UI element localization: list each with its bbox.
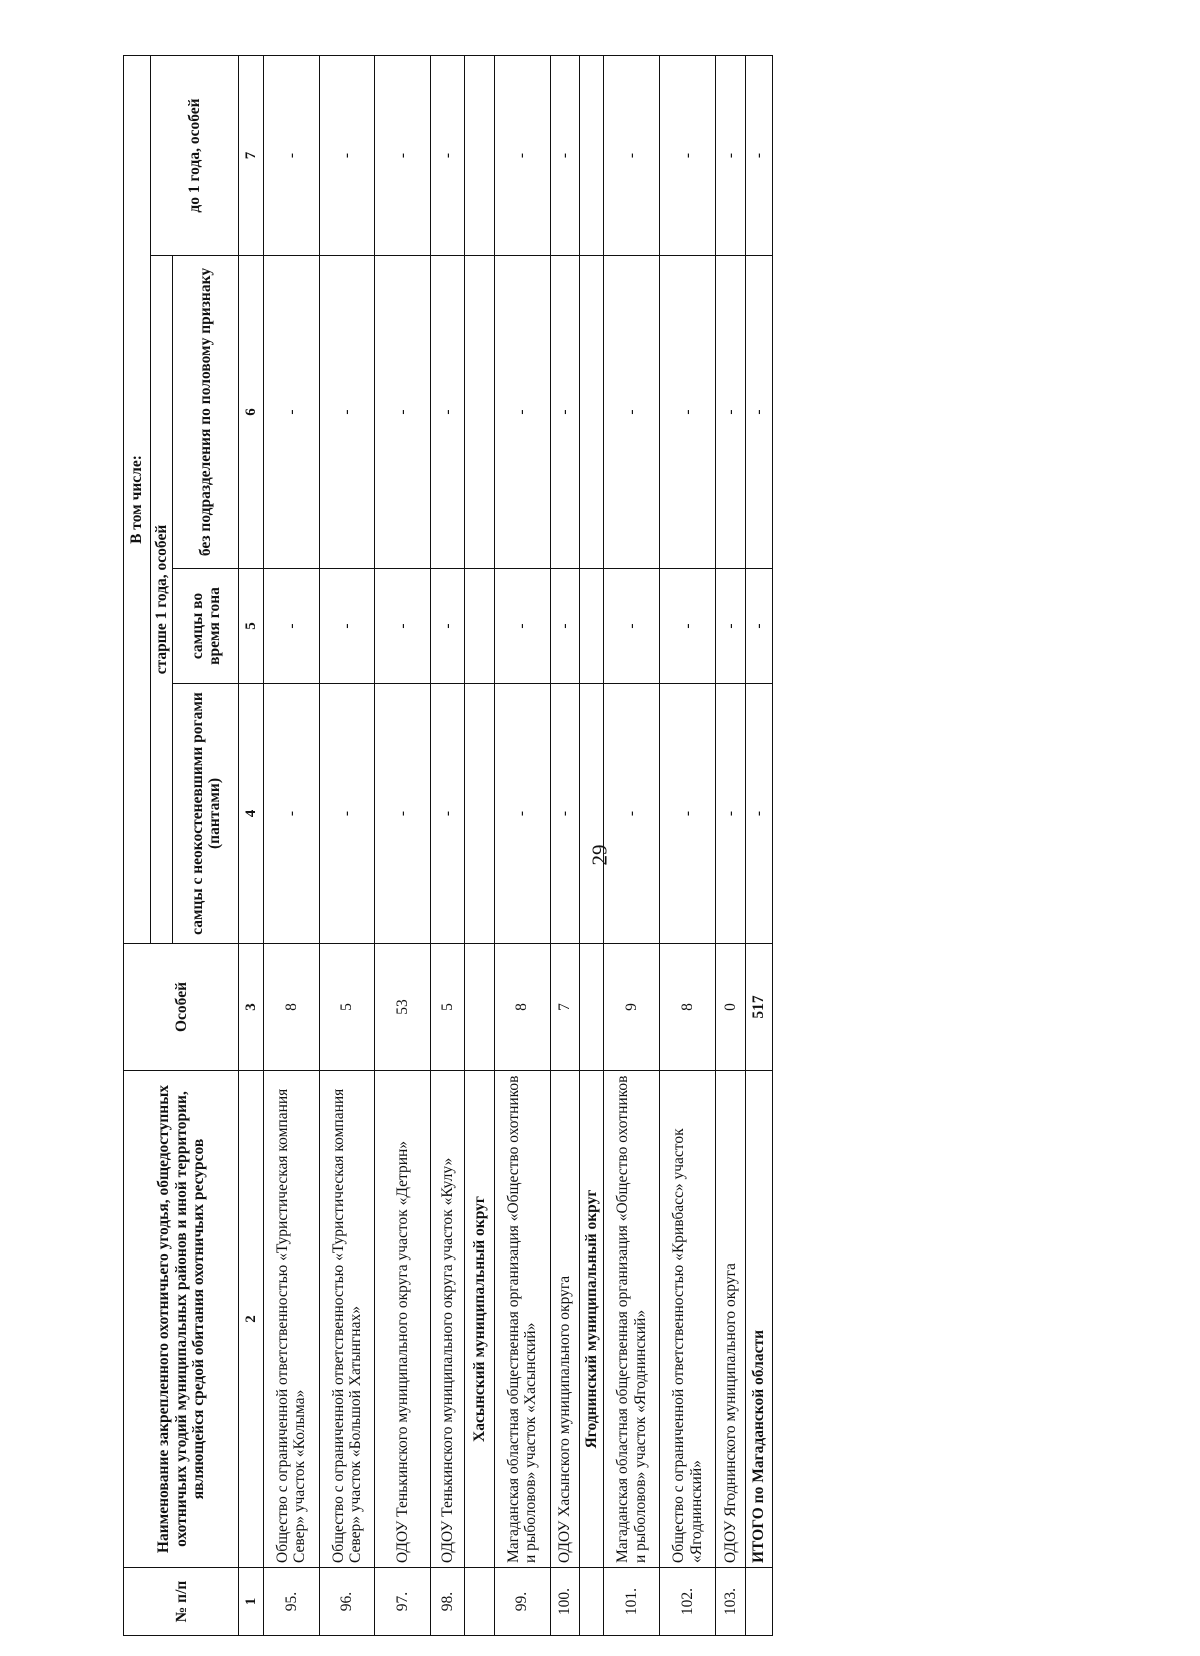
section-title: Хасынский муниципальный округ [464,1071,494,1568]
row-total: 7 [550,944,579,1071]
table-row [431,56,464,1636]
row-total: 5 [431,944,464,1071]
header-nosex: без подразделения по половому признаку [173,256,239,569]
row-number: 102. [660,1568,716,1636]
header-no: № п/п [124,1568,239,1636]
row-name: ОДОУ Тенькинского муниципального округа участок «Детрин» [375,1071,431,1568]
row-nosex: - [494,256,550,569]
row-name: Магаданская областная общественная организация «Общество охотников и рыболовов» участок «Хасынский» [494,1071,550,1568]
column-number: 1 [239,1568,264,1636]
row-velvet: - [494,684,550,944]
row-young: - [660,56,716,256]
row-young: - [494,56,550,256]
row-number: 98. [431,1568,464,1636]
table-row [604,56,660,1636]
table-row [494,56,550,1636]
row-total: 0 [715,944,745,1071]
row-name: Общество с ограниченной ответственностью «Туристическая компания Север» участок «Колыма» [263,1071,319,1568]
row-total: 53 [375,944,431,1071]
row-nosex: - [263,256,319,569]
row-number: 96. [319,1568,375,1636]
row-nosex: - [660,256,716,569]
row-nosex: - [431,256,464,569]
row-young: - [263,56,319,256]
total-label: ИТОГО по Магаданской области [746,1071,773,1568]
row-rut: - [431,569,464,684]
row-velvet: - [319,684,375,944]
total-rut: - [746,569,773,684]
row-nosex: - [604,256,660,569]
table-row [375,56,431,1636]
total-velvet: - [746,684,773,944]
header-rut: самцы во время гона [173,569,239,684]
row-name: ОДОУ Хасынского муниципального округа [550,1071,579,1568]
row-rut: - [660,569,716,684]
row-nosex: - [715,256,745,569]
row-number: 99. [494,1568,550,1636]
column-number: 5 [239,569,264,684]
row-young: - [375,56,431,256]
row-rut: - [375,569,431,684]
row-young: - [431,56,464,256]
row-total: 9 [604,944,660,1071]
row-number: 95. [263,1568,319,1636]
row-rut: - [494,569,550,684]
column-number: 4 [239,684,264,944]
row-total: 5 [319,944,375,1071]
header-including: В том числе: [124,56,151,944]
table-row [550,56,579,1636]
row-name: Общество с ограниченной ответственностью «Кривбасс» участок «Ягоднинский» [660,1071,716,1568]
row-number: 101. [604,1568,660,1636]
total-young: - [746,56,773,256]
row-velvet: - [431,684,464,944]
row-rut: - [319,569,375,684]
row-total: 8 [494,944,550,1071]
column-number: 2 [239,1071,264,1568]
column-number-row [239,56,264,1636]
row-name: ОДОУ Тенькинского муниципального округа участок «Кулу» [431,1071,464,1568]
row-young: - [604,56,660,256]
column-number: 7 [239,56,264,256]
header-name: Наименование закрепленного охотничьего угодья, общедоступных охотничьих угодий муниципальных районов и иной территории, являющейся средой обитания охотничьих ресурсов [124,1071,239,1568]
section-row [464,56,494,1636]
row-rut: - [715,569,745,684]
header-young: до 1 года, особей [151,56,239,256]
hunting-resources-table [123,55,773,1636]
row-nosex: - [550,256,579,569]
row-velvet: - [660,684,716,944]
header-total: Особей [124,944,239,1071]
row-name: Магаданская областная общественная организация «Общество охотников и рыболовов» участок «Ягоднинский» [604,1071,660,1568]
section-row [579,56,604,1636]
row-velvet: - [550,684,579,944]
total-value: 517 [746,944,773,1071]
row-nosex: - [319,256,375,569]
total-nosex: - [746,256,773,569]
table-row [319,56,375,1636]
row-velvet: - [715,684,745,944]
row-nosex: - [375,256,431,569]
column-number: 6 [239,256,264,569]
total-row [746,56,773,1636]
table-row [660,56,716,1636]
column-number: 3 [239,944,264,1071]
row-velvet: - [604,684,660,944]
row-young: - [715,56,745,256]
row-number: 103. [715,1568,745,1636]
header-older: старше 1 года, особей [151,256,173,944]
page-number: 29 [587,844,612,866]
row-total: 8 [660,944,716,1071]
rotated-table-wrapper [123,56,773,1636]
table-row [715,56,745,1636]
row-rut: - [263,569,319,684]
row-name: ОДОУ Ягоднинского муниципального округа [715,1071,745,1568]
row-number: 100. [550,1568,579,1636]
row-velvet: - [263,684,319,944]
row-young: - [550,56,579,256]
table-row [263,56,319,1636]
row-velvet: - [375,684,431,944]
row-name: Общество с ограниченной ответственностью «Туристическая компания Север» участок «Большой Хатынгнах» [319,1071,375,1568]
row-rut: - [604,569,660,684]
row-rut: - [550,569,579,684]
header-velvet: самцы с неокостеневшими рогами (пантами) [173,684,239,944]
row-number: 97. [375,1568,431,1636]
row-total: 8 [263,944,319,1071]
row-young: - [319,56,375,256]
section-title: Ягоднинский муниципальный округ [579,1071,604,1568]
